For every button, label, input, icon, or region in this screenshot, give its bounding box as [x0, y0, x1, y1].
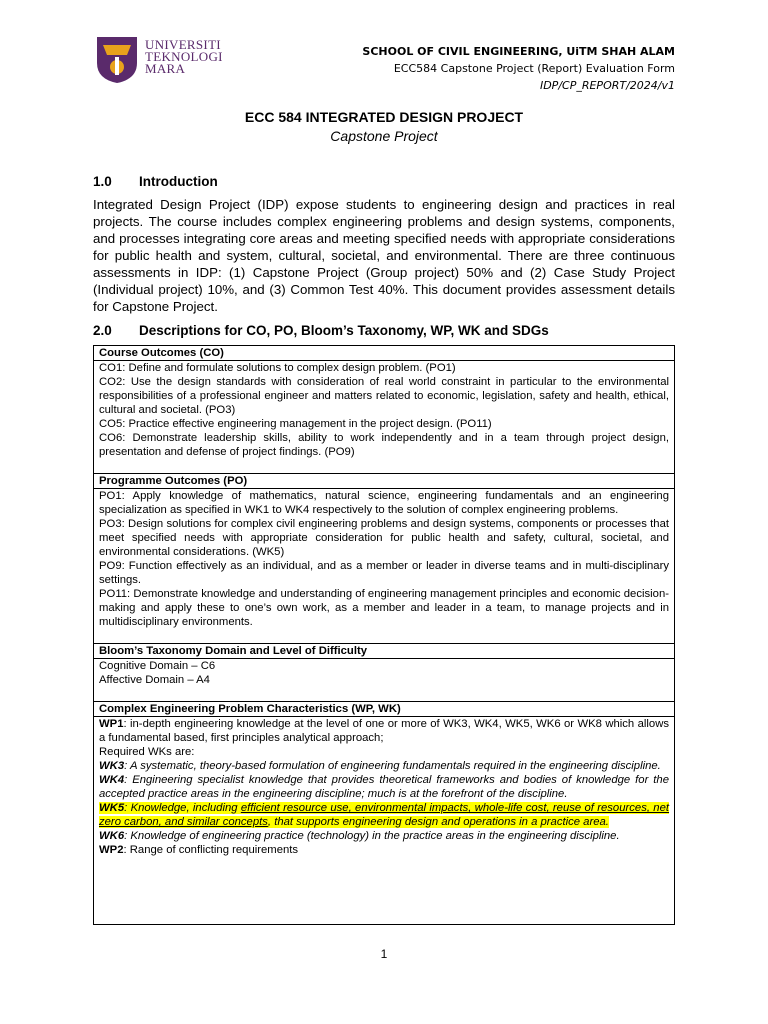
po-item: PO9: Function effectively as an individual, and as a member or leader in diverse teams and in multi-disciplinary settings. [99, 560, 669, 586]
wp2-item [99, 843, 669, 857]
wk3-item [99, 759, 669, 773]
wk5-label: WK5 [99, 802, 125, 814]
form-code: IDP/CP_REPORT/2024/v1 [539, 79, 675, 92]
document-title: ECC 584 INTEGRATED DESIGN PROJECT [244, 109, 524, 125]
bloom-item: Affective Domain – A4 [99, 674, 210, 686]
uitm-crest-icon [93, 33, 141, 85]
uitm-logo [93, 33, 225, 85]
wp2-text: : Range of conflicting requirements [123, 844, 299, 856]
po-item: PO3: Design solutions for complex civil engineering problems and design systems, components or processes that meet specified needs with appropriate consideration for public health and safety, cultural, societal, and environmental considerations. (WK5) [99, 518, 669, 558]
wp-header: Complex Engineering Problem Characteristics (WP, WK) [94, 702, 674, 717]
wk3-text: : A systematic, theory-based formulation of engineering fundamentals required in the engineering discipline. [124, 760, 661, 772]
school-name: SCHOOL OF CIVIL ENGINEERING, UiTM SHAH ALAM [362, 45, 675, 58]
introduction-paragraph: Integrated Design Project (IDP) expose students to engineering design and practices in real projects. The course includes complex engineering problems and design systems, components, and processes integrating core areas and meeting specified needs with appropriate considerations for public health and system, cultural, societal, and environmental. There are three continuous assessments in IDP: (1) Capstone Project (Group project) 50% and (2) Case Study Project (Individual project) 10%, and (3) Common Test 40%. This document provides assessment details for Capstone Project. [93, 197, 675, 314]
wk6-label: WK6 [99, 830, 125, 842]
co-item: CO1: Define and formulate solutions to complex design problem. (PO1) [99, 362, 456, 374]
section-title: Descriptions for CO, PO, Bloom’s Taxonomy, WP, WK and SDGs [139, 323, 549, 338]
co-item: CO2: Use the design standards with consideration of real world constraint in particular to the environmental responsibilities of a professional engineer and matters related to economic, legislation, safety and health, ethical, cultural and societal. (PO3) [99, 376, 669, 416]
bloom-item: Cognitive Domain – C6 [99, 660, 216, 672]
page-number: 1 [380, 947, 388, 961]
po-item: PO1: Apply knowledge of mathematics, natural science, engineering fundamentals and an engineering specialization as specified in WK1 to WK4 respectively to the solution of complex engineering problems. [99, 490, 669, 516]
logo-line-2: TEKNOLOGI [145, 49, 223, 64]
required-wks: Required WKs are: [99, 746, 195, 758]
po-item: PO11: Demonstrate knowledge and understanding of engineering management principles and economic decision-making and apply these to one’s own work, as a member and leader in a team, to manage projects and in multidisciplinary environments. [99, 588, 669, 628]
wk5-underlined-text: efficient resource use, environmental impacts, whole-life cost, reuse of resources, net zero carbon, and similar concepts [99, 802, 670, 828]
wk4-text: : Engineering specialist knowledge that provides theoretical frameworks and bodies of knowledge for the accepted practice areas in the engineering discipline; much is at the forefront of the discipline. [99, 774, 669, 800]
section-title: Introduction [139, 174, 218, 189]
wk4-label: WK4 [99, 774, 125, 786]
section-number: 2.0 [93, 323, 112, 338]
logo-wordmark [145, 39, 223, 75]
section-number: 1.0 [93, 174, 112, 189]
po-body [94, 489, 674, 644]
document-subtitle: Capstone Project [330, 128, 438, 144]
wk5-text: : Knowledge, including [124, 802, 241, 814]
form-name: ECC584 Capstone Project (Report) Evaluation Form [393, 62, 675, 75]
co-body [94, 361, 674, 474]
co-item: CO6: Demonstrate leadership skills, ability to work independently and in a team through project design, presentation and defense of project findings. (PO9) [99, 432, 669, 458]
bloom-header: Bloom’s Taxonomy Domain and Level of Difficulty [94, 644, 674, 659]
wp-body [94, 717, 674, 857]
wk5-text-end: , that supports engineering design and operations in a practice area. [267, 816, 609, 828]
wp1-item [99, 717, 669, 745]
logo-line-3: MARA [145, 61, 186, 76]
co-header: Course Outcomes (CO) [94, 346, 674, 361]
wk6-item [99, 829, 669, 843]
po-header: Programme Outcomes (PO) [94, 474, 674, 489]
co-item: CO5: Practice effective engineering management in the project design. (PO11) [99, 418, 492, 430]
wp1-text: : in-depth engineering knowledge at the level of one or more of WK3, WK4, WK5, WK6 or WK8 which allows a fundamental based, first principles analytical approach; [99, 718, 669, 744]
wp2-label: WP2 [99, 844, 124, 856]
logo-line-1: UNIVERSITI [145, 37, 221, 52]
wk6-text: : Knowledge of engineering practice (technology) in the practice areas in the engineering discipline. [124, 830, 620, 842]
wk5-item [99, 801, 669, 829]
wk3-label: WK3 [99, 760, 125, 772]
document-header [362, 43, 675, 94]
wp1-label: WP1 [99, 718, 124, 730]
wk4-item [99, 773, 669, 801]
bloom-body [94, 659, 674, 702]
descriptions-table [93, 345, 675, 925]
